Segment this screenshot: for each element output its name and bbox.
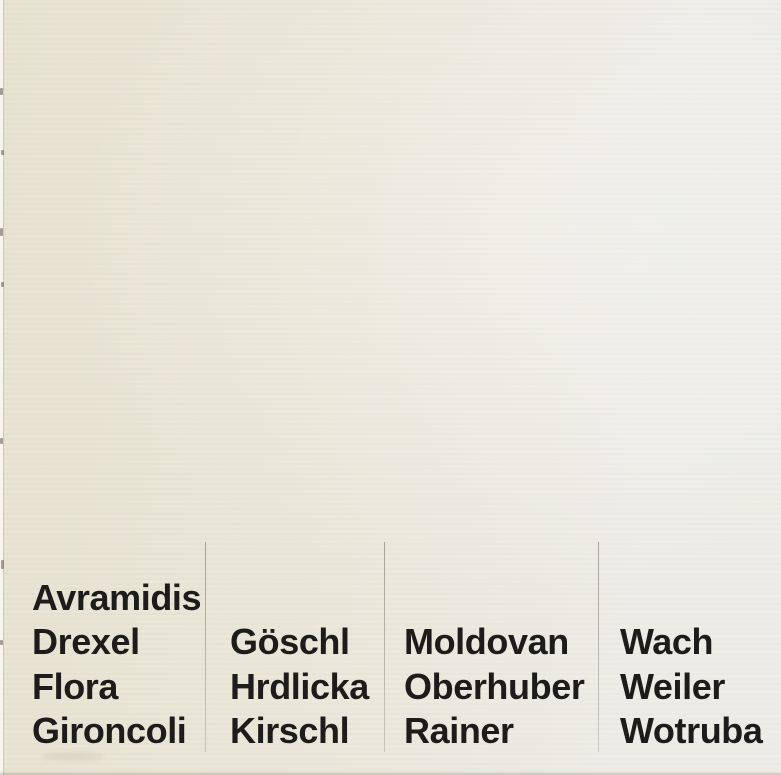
artist-name: Wotruba: [620, 710, 763, 751]
page-edge-nick: [0, 438, 3, 444]
column-divider: [205, 542, 206, 752]
artist-name: Oberhuber: [404, 666, 585, 707]
scan-page-bottom-edge: [0, 771, 781, 775]
page-edge-nick: [1, 282, 4, 287]
page-edge-nick: [0, 228, 3, 236]
scan-page-left-edge: [0, 0, 6, 775]
artist-name: Hrdlicka: [230, 666, 369, 707]
artist-name: Rainer: [404, 710, 514, 751]
artist-name: Flora: [32, 666, 119, 707]
artist-name: Wach: [620, 621, 714, 662]
page-edge-nick: [0, 88, 3, 95]
artist-name: Göschl: [230, 621, 350, 662]
artist-name: Weiler: [620, 666, 725, 707]
artist-name: Avramidis: [32, 577, 202, 618]
page-edge-nick: [1, 560, 4, 569]
column-divider: [598, 542, 599, 752]
column-divider: [384, 542, 385, 752]
page-edge-nick: [0, 640, 3, 645]
artist-name: Kirschl: [230, 710, 350, 751]
artist-name: Drexel: [32, 621, 140, 662]
page-edge-nick: [1, 150, 4, 155]
artist-name: Moldovan: [404, 621, 569, 662]
artist-name: Gironcoli: [32, 710, 187, 751]
print-smudge: [42, 752, 104, 761]
